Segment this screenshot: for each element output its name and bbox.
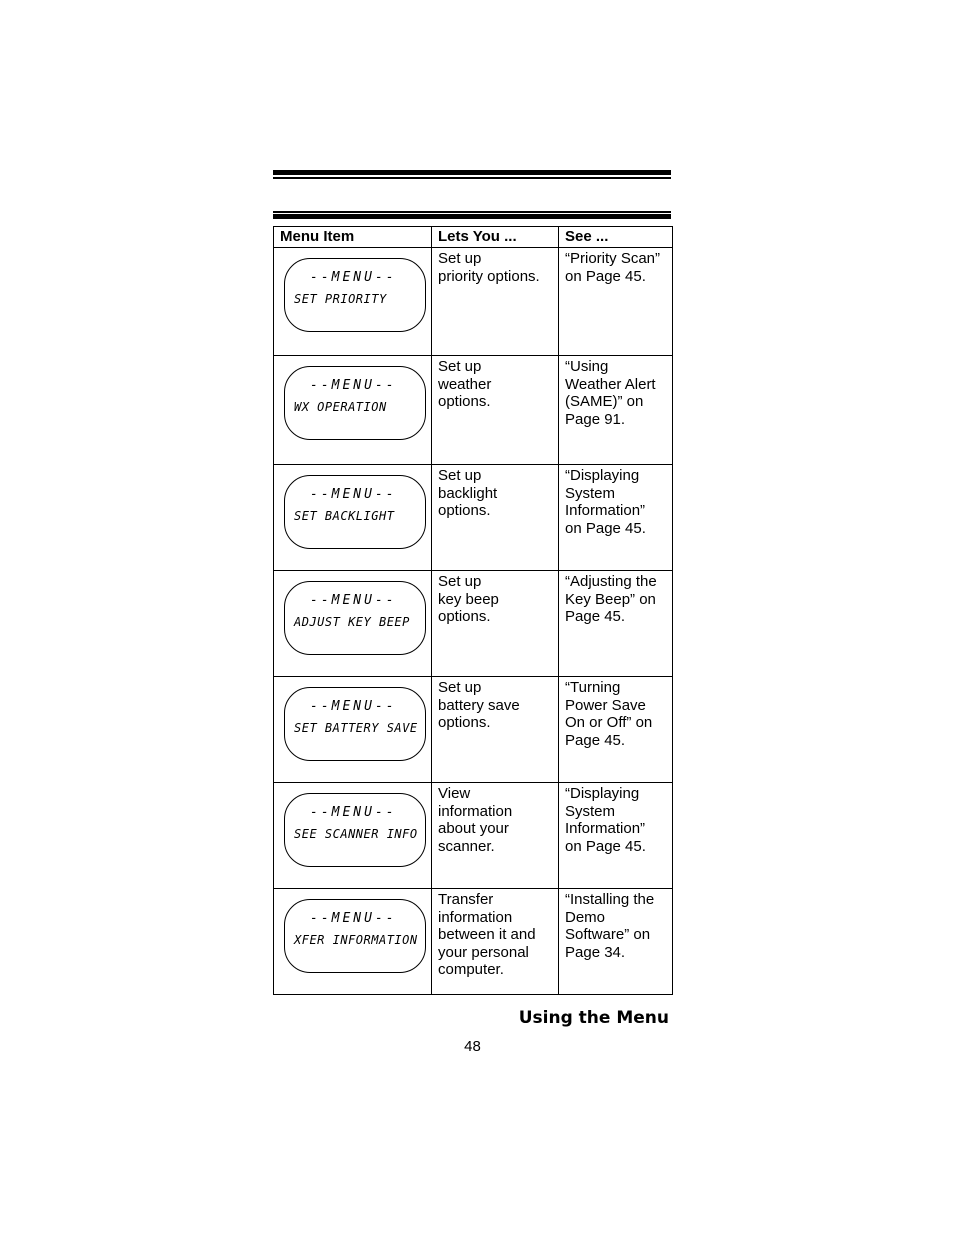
lcd-display bbox=[284, 793, 426, 867]
lets-you-line: your personal bbox=[438, 943, 529, 961]
lets-you-line: information bbox=[438, 802, 513, 820]
lets-you-line: View bbox=[438, 785, 471, 802]
table-row bbox=[274, 465, 673, 571]
lets-you-line: between it and bbox=[438, 926, 536, 943]
see-line: (SAME)” on bbox=[565, 393, 644, 410]
see-line: on Page 45. bbox=[565, 267, 646, 285]
see-line: “Displaying bbox=[565, 467, 640, 484]
menu-item-cell bbox=[274, 465, 432, 571]
lcd-display bbox=[284, 258, 426, 332]
see-line: “Priority Scan” bbox=[565, 250, 661, 267]
see-line: On or Off” on bbox=[565, 714, 653, 731]
see-cell bbox=[559, 889, 673, 995]
menu-item-cell bbox=[274, 356, 432, 465]
lets-you-cell bbox=[432, 356, 559, 465]
lcd-line-item: XFER INFORMATION bbox=[294, 933, 418, 947]
section-title: Using the Menu bbox=[518, 1008, 669, 1028]
lets-you-line: backlight bbox=[438, 484, 498, 502]
see-line: Page 45. bbox=[565, 608, 626, 625]
lcd-line-menu: --MENU-- bbox=[310, 699, 397, 714]
lcd-line-menu: --MENU-- bbox=[310, 911, 397, 926]
lets-you-cell bbox=[432, 783, 559, 889]
see-line: System bbox=[565, 802, 616, 820]
lets-you-line: Transfer bbox=[438, 891, 494, 908]
lets-you-line: battery save bbox=[438, 696, 520, 714]
lcd-line-item: SET BACKLIGHT bbox=[294, 509, 395, 523]
lcd-line-menu: --MENU-- bbox=[310, 270, 397, 285]
lets-you-line: Set up bbox=[438, 358, 482, 375]
table-row bbox=[274, 677, 673, 783]
lcd-line-menu: --MENU-- bbox=[310, 378, 397, 393]
lets-you-cell bbox=[432, 571, 559, 677]
lets-you-cell bbox=[432, 889, 559, 995]
table-body bbox=[274, 248, 673, 995]
lets-you-cell bbox=[432, 465, 559, 571]
lcd-line-item: ADJUST KEY BEEP bbox=[294, 615, 410, 629]
lcd-line-item: SET PRIORITY bbox=[294, 292, 387, 306]
see-line: Demo bbox=[565, 908, 606, 926]
header-rule-thick bbox=[273, 170, 671, 175]
lets-you-line: options. bbox=[438, 608, 491, 625]
lets-you-cell bbox=[432, 677, 559, 783]
lcd-display bbox=[284, 899, 426, 973]
see-line: Weather Alert bbox=[565, 375, 656, 393]
lets-you-line: priority options. bbox=[438, 267, 540, 285]
table-row bbox=[274, 571, 673, 677]
menu-item-cell bbox=[274, 889, 432, 995]
lets-you-line: Set up bbox=[438, 679, 482, 696]
lets-you-line: options. bbox=[438, 393, 491, 410]
lcd-display bbox=[284, 366, 426, 440]
lets-you-line: options. bbox=[438, 502, 491, 519]
see-cell bbox=[559, 571, 673, 677]
table-row bbox=[274, 248, 673, 356]
see-cell bbox=[559, 465, 673, 571]
lcd-line-item: WX OPERATION bbox=[294, 400, 387, 414]
table-rule-thick bbox=[273, 214, 671, 219]
lcd-line-menu: --MENU-- bbox=[310, 487, 397, 502]
header-lets-you: Lets You ... bbox=[432, 227, 559, 248]
see-line: Key Beep” on bbox=[565, 590, 656, 608]
see-cell bbox=[559, 248, 673, 356]
page-number: 48 bbox=[464, 1038, 481, 1055]
see-cell bbox=[559, 783, 673, 889]
lets-you-line: about your bbox=[438, 820, 509, 837]
table-row bbox=[274, 783, 673, 889]
header-rule-thin bbox=[273, 177, 671, 179]
see-line: “Adjusting the bbox=[565, 573, 657, 590]
see-line: “Turning bbox=[565, 679, 621, 696]
see-cell bbox=[559, 356, 673, 465]
see-line: on Page 45. bbox=[565, 519, 646, 537]
menu-table bbox=[273, 226, 673, 995]
table-row bbox=[274, 889, 673, 995]
see-line: System bbox=[565, 484, 616, 502]
table-header-row bbox=[274, 227, 673, 248]
see-line: on Page 45. bbox=[565, 837, 646, 855]
lets-you-line: computer. bbox=[438, 961, 504, 978]
lets-you-line: Set up bbox=[438, 573, 482, 590]
lcd-line-item: SEE SCANNER INFO bbox=[294, 827, 418, 841]
table-row bbox=[274, 356, 673, 465]
lets-you-line: weather bbox=[438, 375, 492, 393]
header-see: See ... bbox=[559, 227, 673, 248]
see-line: Page 91. bbox=[565, 410, 626, 428]
lets-you-line: information bbox=[438, 908, 513, 926]
lets-you-line: options. bbox=[438, 714, 491, 731]
lcd-display bbox=[284, 475, 426, 549]
menu-item-cell bbox=[274, 677, 432, 783]
lcd-line-menu: --MENU-- bbox=[310, 805, 397, 820]
menu-item-cell bbox=[274, 248, 432, 356]
see-line: Information” bbox=[565, 820, 646, 837]
see-line: Information” bbox=[565, 502, 646, 519]
lets-you-cell bbox=[432, 248, 559, 356]
lets-you-line: Set up bbox=[438, 250, 482, 267]
see-cell bbox=[559, 677, 673, 783]
lcd-display bbox=[284, 581, 426, 655]
see-line: “Installing the bbox=[565, 891, 655, 908]
see-line: Software” on bbox=[565, 926, 651, 943]
menu-item-cell bbox=[274, 783, 432, 889]
header-menu-item: Menu Item bbox=[274, 227, 432, 248]
see-line: “Displaying bbox=[565, 785, 640, 802]
table-rule-thin bbox=[273, 211, 671, 213]
see-line: Page 34. bbox=[565, 943, 626, 961]
see-line: “Using bbox=[565, 358, 609, 375]
lets-you-line: scanner. bbox=[438, 837, 495, 855]
lcd-display bbox=[284, 687, 426, 761]
lets-you-line: key beep bbox=[438, 590, 499, 608]
lcd-line-menu: --MENU-- bbox=[310, 593, 397, 608]
see-line: Page 45. bbox=[565, 731, 626, 749]
see-line: Power Save bbox=[565, 696, 646, 714]
menu-item-cell bbox=[274, 571, 432, 677]
lcd-line-item: SET BATTERY SAVE bbox=[294, 721, 418, 735]
lets-you-line: Set up bbox=[438, 467, 482, 484]
